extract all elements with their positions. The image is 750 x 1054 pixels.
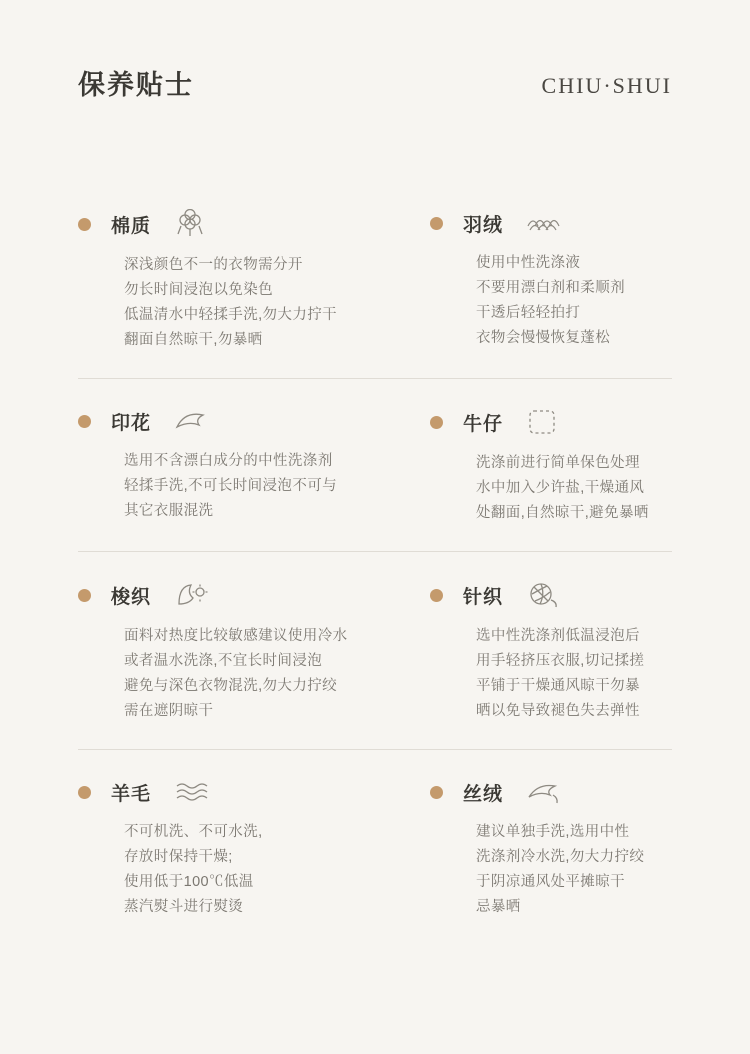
care-item-lines xyxy=(78,253,351,353)
care-item-title: 棉质 xyxy=(111,215,152,237)
care-item-title: 羽绒 xyxy=(463,214,504,236)
care-item-header xyxy=(78,209,351,239)
care-line: 蒸汽熨斗进行熨烫 xyxy=(124,899,244,915)
care-item-knit xyxy=(375,552,672,750)
care-item-lines xyxy=(78,820,351,920)
care-item-lines xyxy=(78,624,351,724)
yarn-ball-icon xyxy=(525,580,561,610)
down-feather-icon xyxy=(525,209,567,237)
bullet-icon xyxy=(430,786,443,799)
care-line: 选用不含漂白成分的中性洗涤剂 xyxy=(124,453,333,469)
care-item-velvet xyxy=(375,750,672,946)
care-item-lines xyxy=(430,251,672,351)
care-line: 勿长时间浸泡以免染色 xyxy=(124,282,273,298)
care-item-header xyxy=(78,407,351,435)
page-header xyxy=(78,0,672,99)
care-item-title: 丝绒 xyxy=(463,783,504,805)
woven-fabric-icon xyxy=(173,580,213,610)
care-item-lines xyxy=(78,449,351,524)
brand-logo: CHIU·SHUI xyxy=(541,73,672,98)
bullet-icon xyxy=(430,589,443,602)
wool-wave-icon xyxy=(173,778,213,806)
care-line: 其它衣服混洗 xyxy=(124,503,214,519)
care-line: 水中加入少许盐,干燥通风 xyxy=(476,480,645,496)
bullet-icon xyxy=(78,589,91,602)
care-item-title: 羊毛 xyxy=(111,783,152,805)
bullet-icon xyxy=(78,786,91,799)
care-grid xyxy=(78,181,672,946)
care-item-title: 针织 xyxy=(463,586,504,608)
care-line: 翻面自然晾干,勿暴晒 xyxy=(124,332,263,348)
bullet-icon xyxy=(78,415,91,428)
velvet-flag-icon xyxy=(525,778,565,806)
care-item-header xyxy=(430,407,672,437)
bullet-icon xyxy=(78,218,91,231)
care-line: 不可机洗、不可水洗, xyxy=(124,824,263,840)
cotton-flower-icon xyxy=(173,209,211,239)
print-flag-icon xyxy=(173,407,213,435)
page-title: 保养贴士 xyxy=(78,70,194,100)
care-line: 使用低于100℃低温 xyxy=(124,874,254,890)
care-line: 平铺于干燥通风晾干勿暴 xyxy=(476,678,640,694)
care-line: 衣物会慢慢恢复蓬松 xyxy=(476,330,611,346)
care-line: 低温清水中轻揉手洗,勿大力拧干 xyxy=(124,307,338,323)
denim-patch-icon xyxy=(525,407,559,437)
care-item-woven xyxy=(78,552,375,750)
care-line: 选中性洗涤剂低温浸泡后 xyxy=(476,628,640,644)
care-item-header xyxy=(78,580,351,610)
care-item-title: 牛仔 xyxy=(463,413,504,435)
care-line: 不要用漂白剂和柔顺剂 xyxy=(476,280,625,296)
care-line: 晒以免导致褪色失去弹性 xyxy=(476,703,640,719)
care-line: 洗涤前进行简单保色处理 xyxy=(476,455,640,471)
care-item-header xyxy=(430,580,672,610)
care-item-lines xyxy=(430,451,672,526)
care-item-title: 梭织 xyxy=(111,586,152,608)
care-line: 使用中性洗涤液 xyxy=(476,255,581,271)
care-item-denim xyxy=(375,379,672,552)
care-line: 或者温水洗涤,不宜长时间浸泡 xyxy=(124,653,323,669)
care-row xyxy=(78,750,672,946)
care-line: 处翻面,自然晾干,避免暴晒 xyxy=(476,505,649,521)
care-row xyxy=(78,552,672,750)
care-item-header xyxy=(78,778,351,806)
care-item-down xyxy=(375,181,672,379)
care-line: 于阴凉通风处平摊晾干 xyxy=(476,874,625,890)
bullet-icon xyxy=(430,416,443,429)
care-line: 深浅颜色不一的衣物需分开 xyxy=(124,257,303,273)
care-line: 轻揉手洗,不可长时间浸泡不可与 xyxy=(124,478,338,494)
care-line: 面料对热度比较敏感建议使用冷水 xyxy=(124,628,348,644)
care-row xyxy=(78,379,672,552)
care-item-title: 印花 xyxy=(111,412,152,434)
care-line: 忌暴晒 xyxy=(476,899,521,915)
care-item-header xyxy=(430,209,672,237)
care-line: 需在遮阴晾干 xyxy=(124,703,214,719)
care-item-print xyxy=(78,379,375,552)
care-item-lines xyxy=(430,624,672,724)
care-item-wool xyxy=(78,750,375,946)
care-line: 洗涤剂冷水洗,勿大力拧绞 xyxy=(476,849,645,865)
care-item-header xyxy=(430,778,672,806)
care-line: 存放时保持干燥; xyxy=(124,849,233,865)
care-line: 避免与深色衣物混洗,勿大力拧绞 xyxy=(124,678,338,694)
care-line: 用手轻挤压衣服,切记揉搓 xyxy=(476,653,645,669)
bullet-icon xyxy=(430,217,443,230)
care-item-lines xyxy=(430,820,672,920)
care-line: 干透后轻轻拍打 xyxy=(476,305,581,321)
care-item-cotton xyxy=(78,181,375,379)
care-row xyxy=(78,181,672,379)
care-line: 建议单独手洗,选用中性 xyxy=(476,824,630,840)
